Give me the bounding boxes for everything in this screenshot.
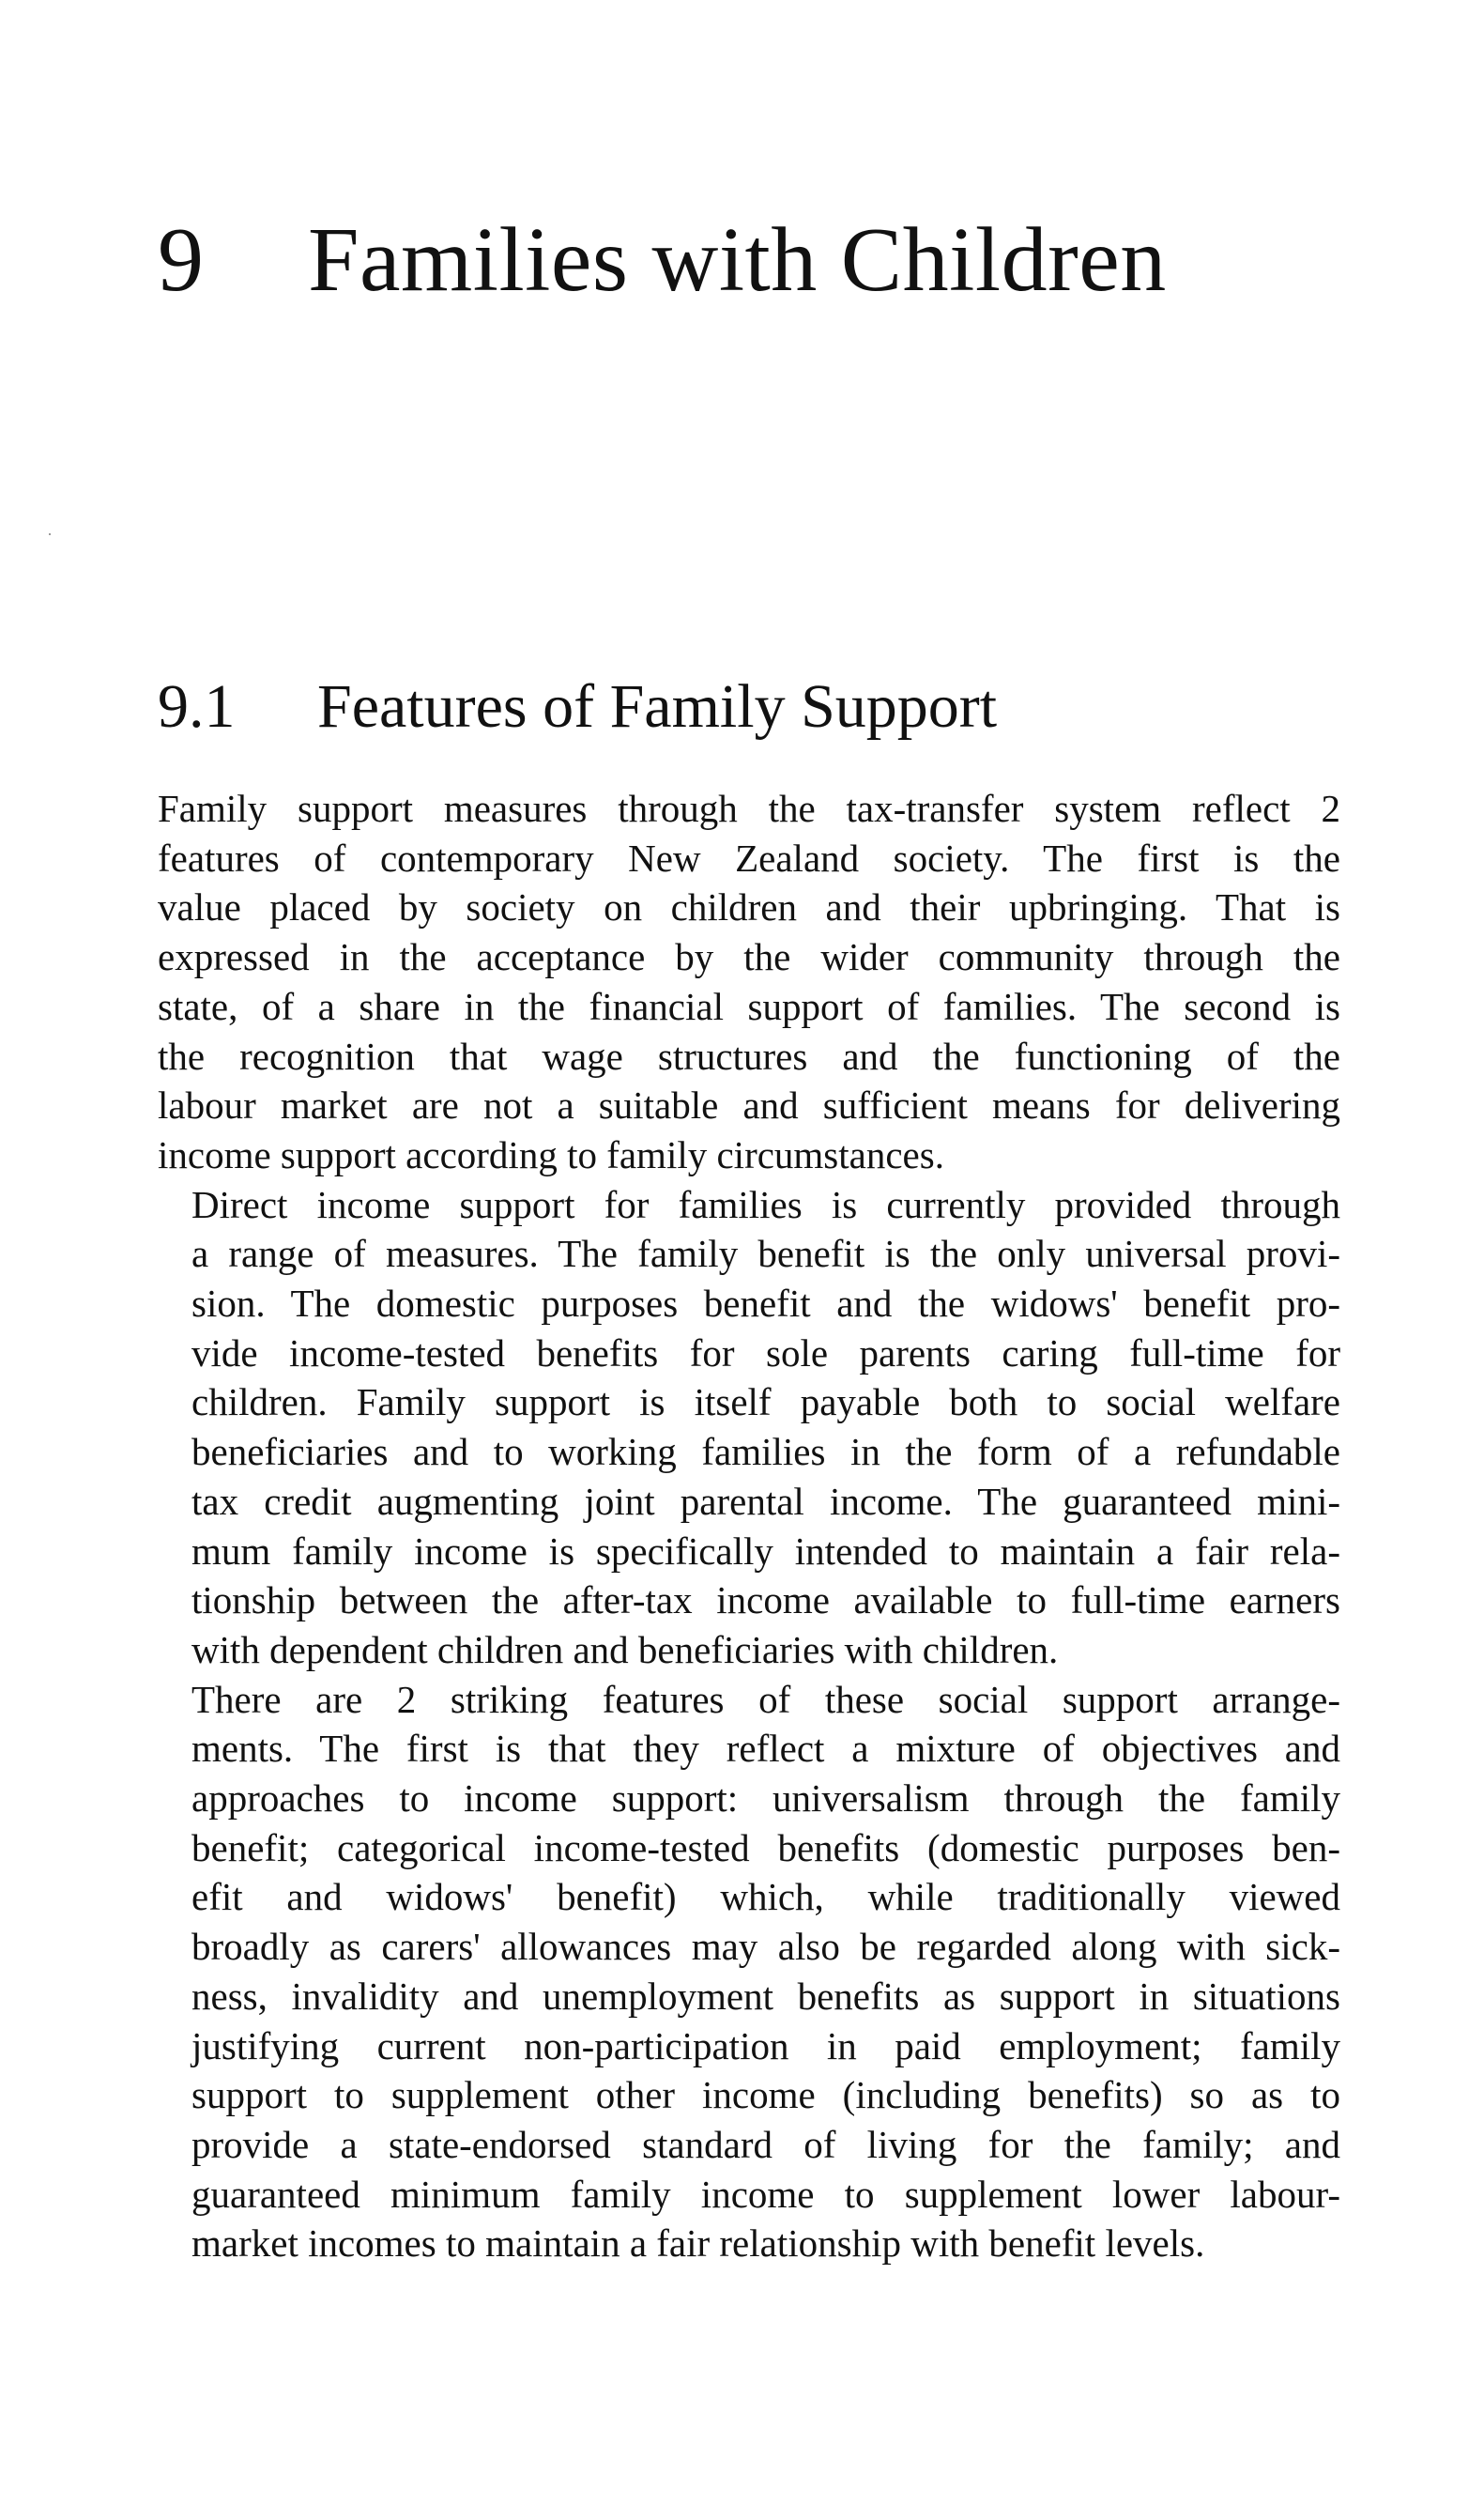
text-line: tionship between the after-tax income available to full-time earners (191, 1578, 1340, 1622)
text-line: with dependent children and beneficiaries with children. (191, 1627, 1059, 1671)
text-line: guaranteed minimum family income to supplement lower labour- (191, 2172, 1340, 2216)
text-line: sion. The domestic purposes benefit and the widows' benefit pro- (191, 1282, 1340, 1326)
text-line: efit and widows' benefit) which, while traditionally viewed (191, 1875, 1340, 1919)
scan-mark (49, 533, 51, 535)
text-line: value placed by society on children and their upbringing. That is (158, 885, 1340, 930)
chapter-title (158, 209, 1167, 311)
text-line: mum family income is specifically intended to maintain a fair rela- (191, 1529, 1340, 1573)
text-line: There are 2 striking features of these social support arrange- (191, 1677, 1340, 1721)
text-line: ness, invalidity and unemployment benefits as support in situations (191, 1974, 1340, 2018)
paragraph-3 (158, 1675, 1340, 2268)
paragraph-2 (158, 1180, 1340, 1675)
text-line: ments. The first is that they reflect a mixture of objectives and (191, 1727, 1340, 1771)
text-line: support to supplement other income (including benefits) so as to (191, 2073, 1340, 2117)
paragraph-1 (158, 784, 1340, 1180)
text-line: a range of measures. The family benefit is the only universal provi- (191, 1232, 1340, 1276)
text-line: justifying current non-participation in paid employment; family (191, 2023, 1340, 2067)
text-line: benefit; categorical income-tested benefits (domestic purposes ben- (191, 1825, 1340, 1869)
section-heading (158, 672, 998, 741)
text-line: state, of a share in the financial support of families. The second is (158, 984, 1340, 1028)
text-line: tax credit augmenting joint parental income. The guaranteed mini- (191, 1479, 1340, 1523)
section-number: 9.1 (158, 672, 236, 741)
section-title: Features of Family Support (317, 672, 998, 741)
text-line: approaches to income support: universalism through the family (191, 1776, 1340, 1821)
text-line: income support according to family circumstances. (158, 1132, 944, 1176)
text-line: broadly as carers' allowances may also be regarded along with sick- (191, 1925, 1340, 1969)
text-line: beneficiaries and to working families in the form of a refundable (191, 1430, 1340, 1474)
text-line: the recognition that wage structures and the functioning of the (158, 1034, 1340, 1078)
text-line: vide income-tested benefits for sole parents caring full-time for (191, 1330, 1340, 1375)
text-line: expressed in the acceptance by the wider community through the (158, 935, 1340, 979)
chapter-number: 9 (158, 209, 205, 311)
text-line: labour market are not a suitable and sufficient means for delivering (158, 1083, 1340, 1128)
text-line: Direct income support for families is currently provided through (191, 1182, 1340, 1226)
text-line: features of contemporary New Zealand society. The first is the (158, 836, 1340, 880)
text-line: Family support measures through the tax-transfer system reflect 2 (158, 787, 1340, 830)
chapter-title-text: Families with Children (308, 209, 1167, 311)
body-text (158, 784, 1340, 2268)
text-line: market incomes to maintain a fair relationship with benefit levels. (191, 2221, 1205, 2266)
text-line: provide a state-endorsed standard of living for the family; and (191, 2122, 1340, 2166)
text-line: children. Family support is itself payable both to social welfare (191, 1380, 1340, 1424)
